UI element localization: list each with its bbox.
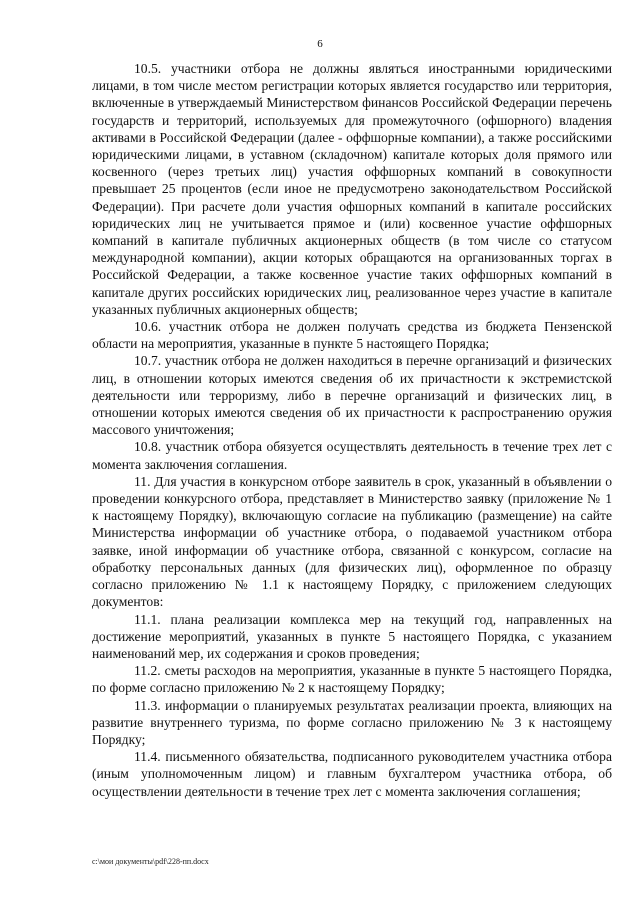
paragraph-11-2: 11.2. сметы расходов на мероприятия, указанные в пункте 5 настоящего Порядка, по форме согласно приложению № 2 к настоящему Порядку; xyxy=(92,663,612,696)
paragraph-10-8: 10.8. участник отбора обязуется осуществлять деятельность в течение трех лет с момента заключения соглашения. xyxy=(92,439,612,472)
paragraph-10-5: 10.5. участники отбора не должны являться иностранными юридическими лицами, в том числе местом регистрации которых является государство или территория, включенные в утверждаемый Министерством финансов Российской Федерации перечень государств и территорий, используемых для промежуточного (офшорного) владения активами в Российской Федерации (далее - оффшорные компании), а также российскими юридическими лицами, в уставном (складочном) капитале которых доля прямого или косвенного (через третьих лиц) участия оффшорных компаний в совокупности превышает 25 процентов (если иное не предусмотрено законодательством Российской Федерации). При расчете доли участия офшорных компаний в капитале российских юридических лиц не учитывается прямое и (или) косвенное участие оффшорных компаний в капитале публичных акционерных обществ (в том числе со статусом международной компании), акции которых обращаются на организованных торгах в Российской Федерации, а также косвенное участие таких оффшорных компаний в капитале других российских юридических лиц, реализованное через участие в капитале указанных публичных акционерных обществ; xyxy=(92,61,612,317)
footer-file-path: c:\мои документы\pdf\228-пп.docx xyxy=(92,857,209,866)
document-body xyxy=(92,60,612,800)
paragraph-11-1: 11.1. плана реализации комплекса мер на текущий год, направленных на достижение мероприятий, указанных в пункте 5 настоящего Порядка, с указанием наименований мер, их содержания и сроков проведения; xyxy=(92,611,612,661)
paragraph-10-6: 10.6. участник отбора не должен получать средства из бюджета Пензенской области на мероприятия, указанные в пункте 5 настоящего Порядка; xyxy=(92,319,612,352)
page-number: 6 xyxy=(317,38,323,50)
paragraph-10-7: 10.7. участник отбора не должен находиться в перечне организаций и физических лиц, в отношении которых имеются сведения об их причастности к экстремистской деятельности или терроризму, либо в перечне организаций и физических лиц, в отношении которых имеются сведения об их причастности к распространению оружия массового уничтожения; xyxy=(92,353,612,438)
paragraph-11: 11. Для участия в конкурсном отборе заявитель в срок, указанный в объявлении о проведении конкурсного отбора, представляет в Министерство заявку (приложение № 1 к настоящему Порядку), включающую согласие на публикацию (размещение) на сайте Министерства информации об участнике отбора, о подаваемой участником отбора заявке, иной информации об участнике отбора, связанной с конкурсом, согласие на обработку персональных данных (для физических лиц), оформленное по образцу согласно приложению № 1.1 к настоящему Порядку, с приложением следующих документов: xyxy=(92,473,612,610)
paragraph-11-3: 11.3. информации о планируемых результатах реализации проекта, влияющих на развитие внутреннего туризма, по форме согласно приложению № 3 к настоящему Порядку; xyxy=(92,697,612,747)
paragraph-11-4: 11.4. письменного обязательства, подписанного руководителем участника отбора (иным уполномоченным лицом) и главным бухгалтером участника отбора, об осуществлении деятельности в течение трех лет с момента заключения соглашения; xyxy=(92,749,612,799)
